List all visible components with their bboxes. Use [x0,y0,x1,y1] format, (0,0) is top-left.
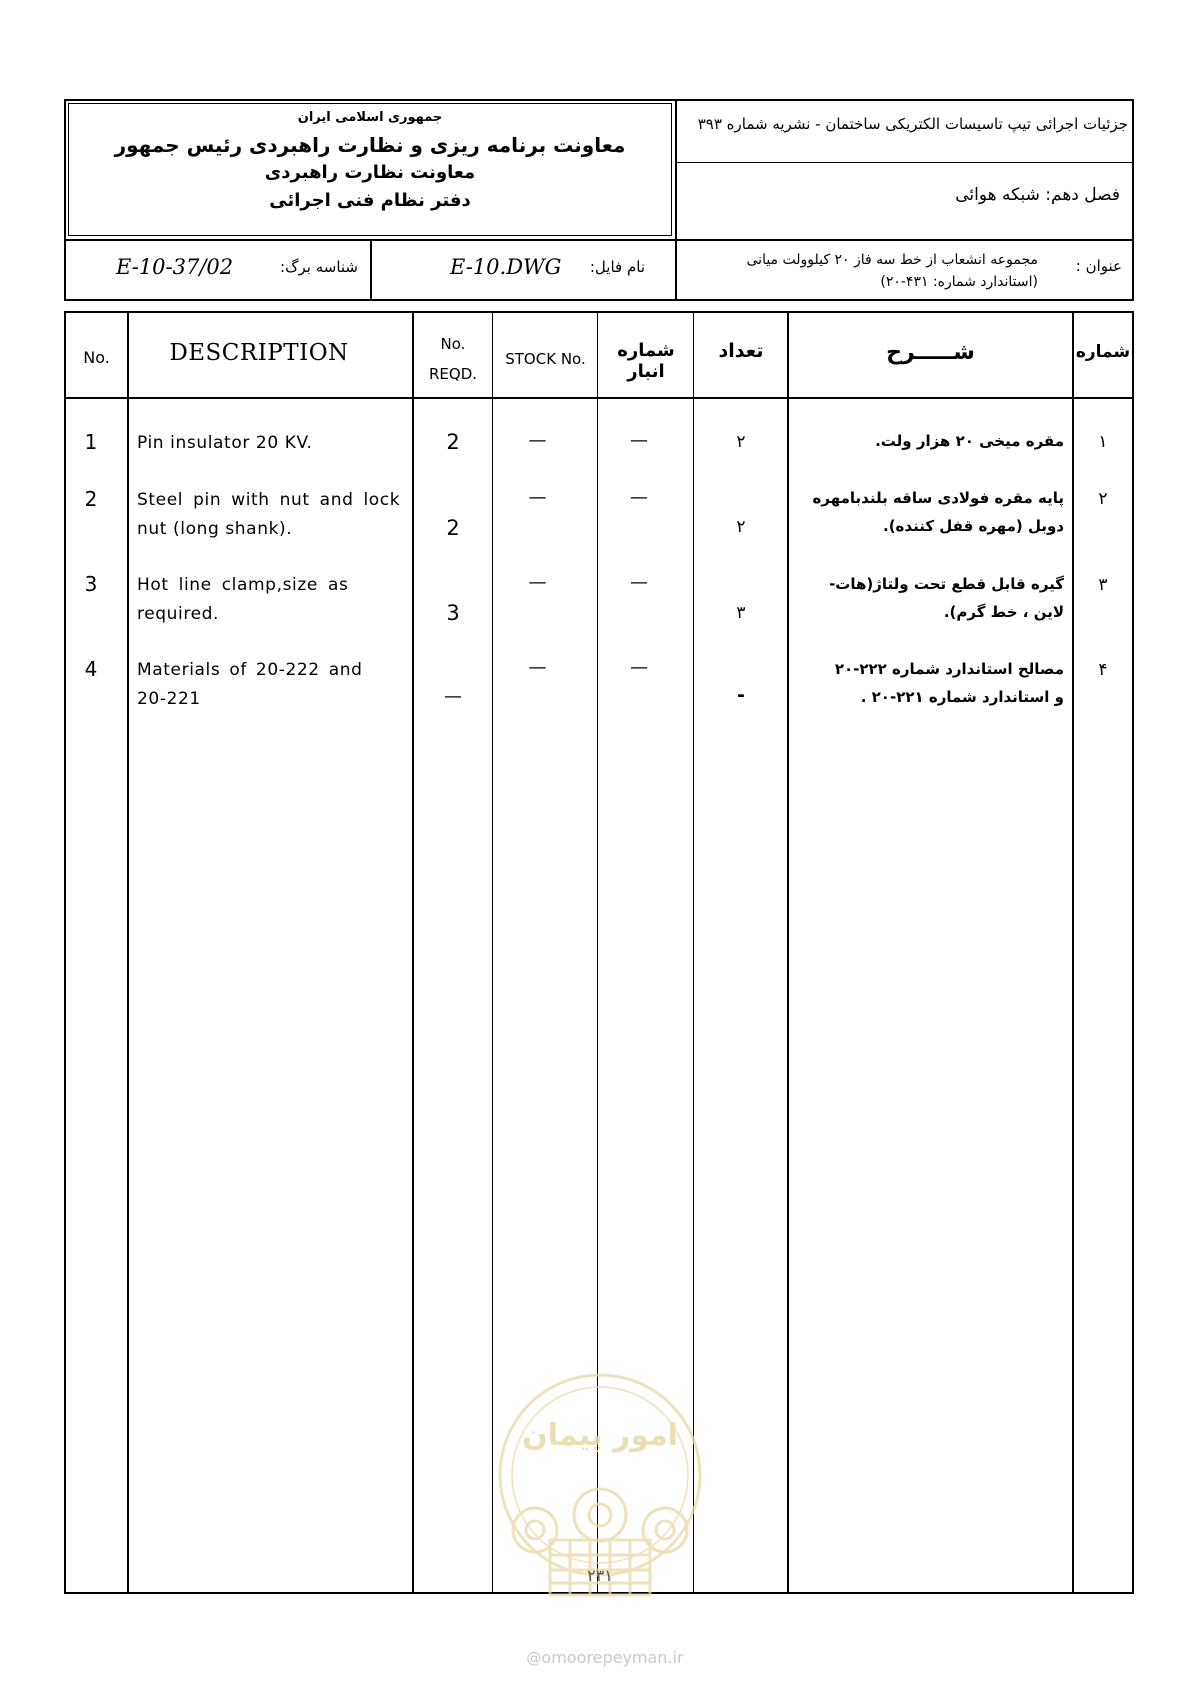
org-country: جمهوری اسلامی ایران [297,110,443,125]
row-stock: — [528,430,547,451]
row-anbar: — [630,572,648,593]
row-sharh: مقره میخی ۲۰ هزار ولت. [875,432,1064,450]
row-reqd: — [444,686,462,707]
title-label: عنوان : [1075,257,1122,275]
row-stock: — [528,572,547,593]
row-fa-no: ۳ [1098,575,1108,595]
row-sharh-line1: گیره قابل قطع تحت ولتاژ(هات- [829,575,1064,593]
file-name-label: نام فایل: [589,258,645,276]
row-description-line1: Hot line clamp,size as [137,575,349,595]
row-description-line2: 20-221 [137,689,201,709]
col-header-description: DESCRIPTION [169,340,349,366]
row-sharh-line2: دوبل (مهره قفل کننده). [883,517,1064,535]
row-reqd: 3 [446,601,460,625]
row-description-line1: Steel pin with nut and lock [137,490,401,510]
row-no: 3 [84,572,98,596]
row-tedad: - [737,684,745,706]
col-header-tedad: تعداد [718,340,764,362]
row-sharh-line2: و استاندارد شماره ۲۲۱-۲۰ . [860,688,1064,706]
row-description-line2: nut (long shank). [137,519,293,539]
row-no: 2 [84,487,98,511]
row-sharh-line1: پایه مقره فولادی ساقه بلندبامهره [812,489,1064,507]
watermark-url [495,1648,715,1667]
col-header-no: No. [83,348,110,367]
col-header-sharh: شـــــرح [886,340,975,365]
org-office: دفتر نظام فنی اجرائی [269,190,471,211]
publication-title: جزئیات اجرائی تیپ تاسیسات الکتریکی ساختمان - نشریه شماره ۳۹۳ [697,115,1128,133]
title-line2: (استاندارد شماره: ۴۳۱-۲۰) [880,274,1038,290]
org-supervision: معاونت نظارت راهبردی [264,162,476,183]
row-fa-no: ۱ [1098,432,1108,452]
row-description-line2: required. [137,604,220,624]
row-stock: — [528,657,547,678]
row-anbar: — [630,657,648,678]
sheet-id-value: E-10-37/02 [116,255,234,279]
at-icon: @ [526,1649,542,1667]
row-sharh-line1: مصالح استاندارد شماره ۲۲۲-۲۰ [834,660,1064,678]
row-no: 1 [84,430,98,454]
col-header-reqd-1: No. [440,335,466,353]
row-description-line1: Materials of 20-222 and [137,660,363,680]
col-header-stock: STOCK No. [505,350,586,368]
sheet-id-label: شناسه برگ: [280,258,358,276]
row-no: 4 [84,657,98,681]
org-vice-presidency: معاونت برنامه ریزی و نظارت راهبردی رئیس جمهور [114,133,626,157]
page-number: ۲۳۱ [587,1566,613,1585]
watermark-seal [490,1365,710,1600]
row-anbar: — [630,487,648,508]
row-fa-no: ۲ [1098,489,1108,509]
row-tedad: ۳ [736,603,746,623]
col-header-anbar: شماره انبار [617,340,675,382]
row-description: Pin insulator 20 KV. [137,433,313,453]
row-anbar: — [630,430,648,451]
row-fa-no: ۴ [1098,660,1108,680]
row-stock: — [528,487,547,508]
watermark-url-text: omoorepeyman.ir [541,1648,684,1667]
col-header-reqd-2: REQD. [428,365,478,383]
col-header-shomare: شماره [1075,342,1131,362]
row-reqd: 2 [446,430,460,454]
row-reqd: 2 [446,516,460,540]
row-tedad: ۲ [736,517,746,537]
file-name-value: E-10.DWG [450,255,562,279]
chapter-title: فصل دهم: شبکه هوائی [955,185,1120,205]
title-line1: مجموعه انشعاب از خط سه فاز ۲۰ کیلوولت میانی [746,252,1038,268]
row-tedad: ۲ [736,432,746,452]
watermark-seal-text: امور پیمان [522,1418,678,1453]
row-sharh-line2: لاین ، خط گرم). [943,603,1064,621]
